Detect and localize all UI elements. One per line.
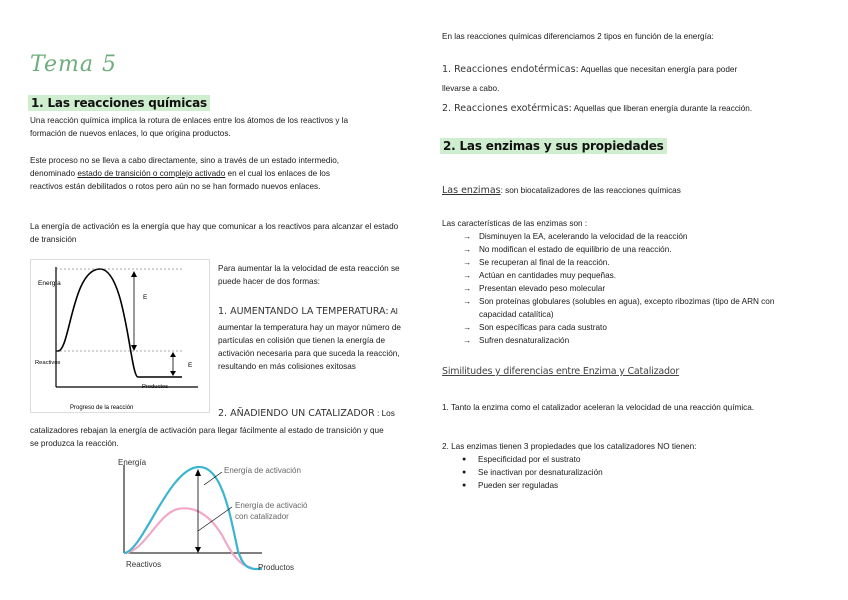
method1-start: Al [388,307,398,316]
similitudes-heading: Similitudes y diferencias entre Enzima y Catalizador [442,366,680,377]
method-temperatura-text: aumentar la temperatura hay un mayor número de partículas en colisión que tienen la energía de activación necesaria para que suceda la reacción, resultando en más colisiones exitosas [218,323,401,371]
type-endotermicas [442,63,822,76]
graph-reactivos-label: Reactivos [35,360,61,366]
list-item: ● Se inactivan por desnaturalización [462,466,762,479]
graph-eg-label: E [188,362,193,369]
list-item: → Disminuyen la EA, acelerando la velocidad de la reacción [463,230,803,243]
list-item: → Son específicas para cada sustrato [463,321,803,334]
para2-after: en el cual los enlaces de los reactivos están debilitados o rotos pero aún no se han formado nuevos enlaces. [30,169,330,191]
graph2-ea-arrow-head-up [195,469,201,476]
paragraph-dos-formas: Para aumentar la la velocidad de esta reacción se puede hacer de dos formas: [218,264,400,286]
para2-before: Este proceso no se lleva a cabo directamente, sino a través de un estado intermedio, denominado [30,156,340,178]
exotermicas-label: 2. Reacciones exotérmicas: [442,103,572,114]
graph2-ylabel: Energía [118,458,147,467]
paragraph-reaccion-quimica: Una reacción química implica la rotura de enlaces entre los átomos de los reactivos y la formación de nuevos enlaces, lo que origina productos. [30,116,349,138]
graph2-ea-label: Energía de activación [224,466,301,475]
characteristics-intro: Las características de las enzimas son : [442,219,588,228]
exotermicas-text: Aquellas que liberan energía durante la reacción. [571,104,753,113]
graph2-cat-label-2: con catalizador [235,512,289,521]
endotermicas-text: Aquellas que necesitan energía para poder [578,65,738,74]
graph2-productos: Productos [258,563,295,572]
properties-list [462,453,762,492]
graph2-cat-label-1: Energía de activació [235,501,308,510]
list-item: ● Pueden ser reguladas [462,479,762,492]
enzimas-text: : son biocatalizadores de las reacciones químicas [500,186,681,195]
method2-start: : Los [374,409,395,418]
method-catalizador-heading [218,407,408,420]
graph-xlabel: Progreso de la reacción [70,405,134,411]
graph-ylabel: Energía [38,280,61,287]
estado-transicion-term: estado de transición o complejo activado [77,169,226,178]
enzimas-label: Las enzimas [442,185,501,196]
graph-productos-label: Productos [142,384,169,390]
list-item: → Actúan en cantidades muy pequeñas. [463,269,803,282]
similitud-1: 1. Tanto la enzima como el catalizador aceleran la velocidad de una reacción química. [442,403,755,412]
method1-label: 1. AUMENTANDO LA TEMPERATURA: [218,306,389,317]
section-heading-reacciones: 1. Las reacciones químicas [28,95,210,111]
similitud-2: 2. Las enzimas tienen 3 propiedades que los catalizadores NO tienen: [442,442,697,451]
characteristics-list [463,230,803,347]
method2-label: 2. AÑADIENDO UN CATALIZADOR [218,408,375,419]
section-heading-enzimas: 2. Las enzimas y sus propiedades [440,138,667,154]
list-item: → No modifican el estado de equilibrio de una reacción. [463,243,803,256]
activation-energy-graph [30,259,210,413]
catalyst-energy-graph [112,455,332,577]
list-item: ● Especificidad por el sustrato [462,453,762,466]
list-item: → Sufren desnaturalización [463,334,803,347]
endotermicas-label: 1. Reacciones endotérmicas: [442,64,579,75]
list-item: → Se recuperan al final de la reacción. [463,256,803,269]
type-endotermicas-cont: llevarse a cabo. [442,84,500,93]
paragraph-catalizadores: catalizadores rebajan la energía de activación para llegar fácilmente al estado de transición y que se produzca la reacción. [30,426,384,448]
paragraph-estado-transicion [30,154,360,193]
graph2-ea-arrow-head-down [195,547,201,553]
type-exotermicas [442,102,832,115]
list-item: → Presentan elevado peso molecular [463,282,803,295]
page-title: Tema 5 [30,52,117,77]
list-item: → Son proteínas globulares (solubles en agua), excepto ribozimas (tipo de ARN con capacidad catalítica) [463,295,803,321]
graph-ea-label: E [143,294,148,301]
paragraph-energia-activacion: La energía de activación es la energía que hay que comunicar a los reactivos para alcanzar el estado de transición [30,222,399,244]
method-temperatura-heading [218,305,408,318]
paragraph-tipos: En las reacciones químicas diferenciamos 2 tipos en función de la energía: [442,32,714,41]
cat-pointer [198,507,232,531]
enzimas-definition [442,184,822,197]
graph2-reactivos: Reactivos [126,560,162,569]
